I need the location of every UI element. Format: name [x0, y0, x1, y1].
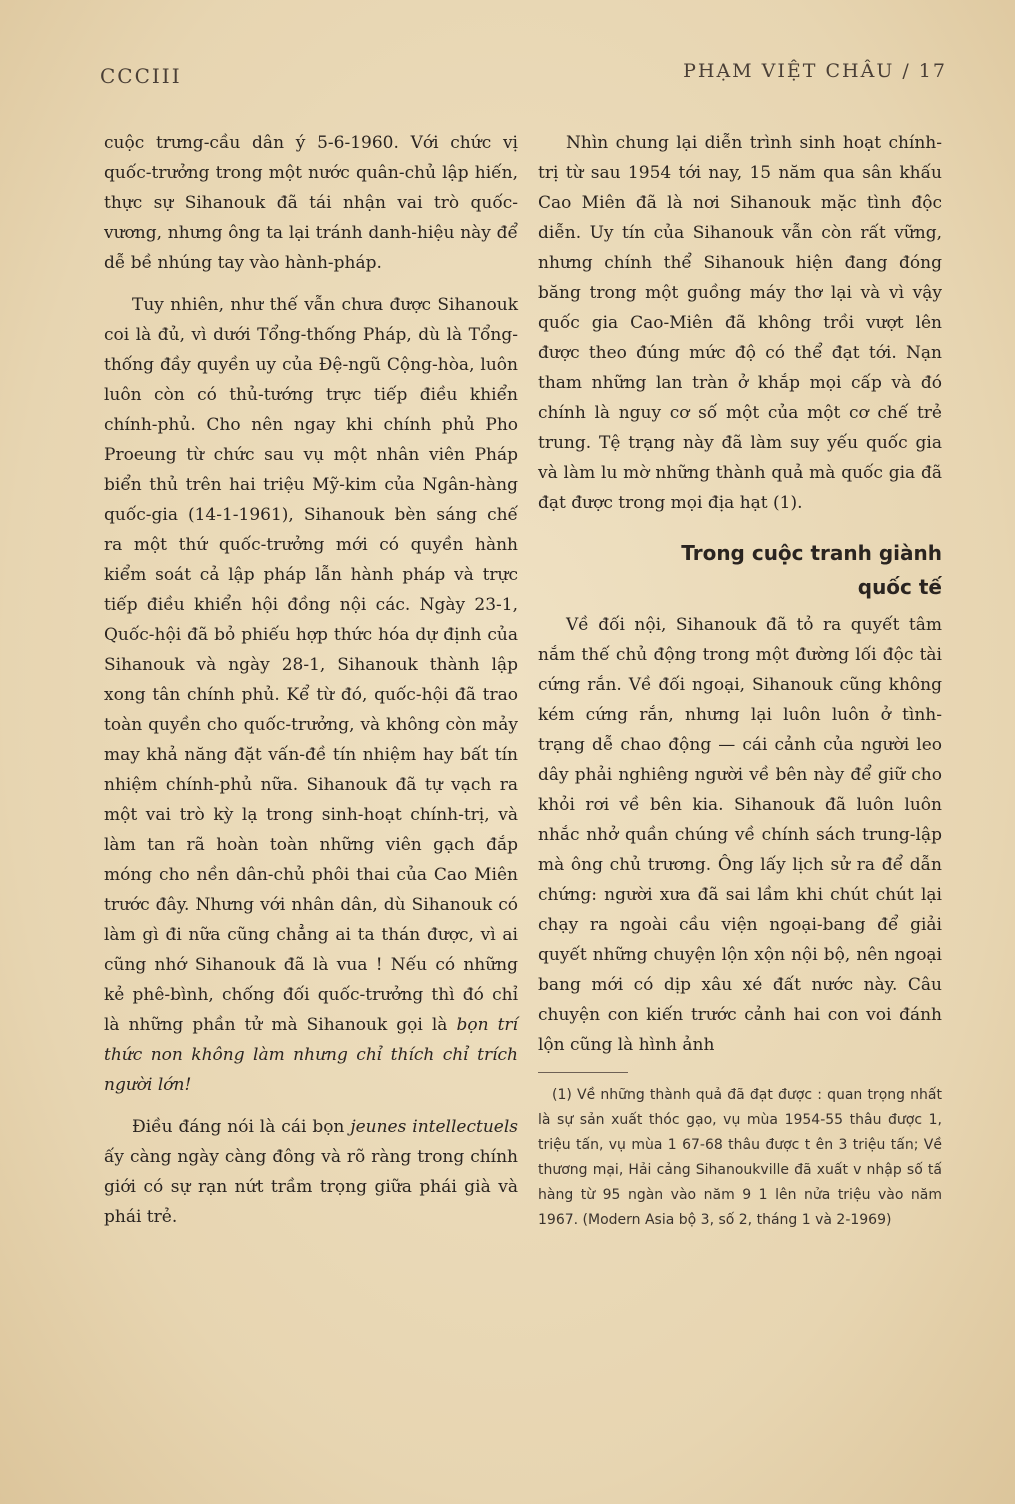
paragraph — [104, 290, 518, 1100]
paragraph — [104, 1112, 518, 1232]
footnote: (1) Về những thành quả đã đạt được : quan trọng nhất là sự sản xuất thóc gạo, vụ mùa 1954-55 thâu được 1, triệu tấn, vụ mùa 1 67-68 thâu được t ên 3 triệu tấn; Về thương mại, Hải cảng Sihanoukville đã xuất v nhập số tấ hàng từ 95 ngàn vào năm 9 1 lên nửa triệu vào năm 1967. (Modern Asia bộ 3, số 2, tháng 1 và 2-1969) — [538, 1087, 942, 1228]
header-author-page: PHẠM VIỆT CHÂU / 17 — [683, 60, 947, 82]
paragraph: Về đối nội, Sihanouk đã tỏ ra quyết tâm nắm thế chủ động trong một đường lối độc tài cứng rắn. Về đối ngoại, Sihanouk cũng không kém cứng rắn, nhưng lại luôn luôn ở tình-trạng dễ chao động — cái cảnh của người leo dây phải nghiêng người về bên này để giữ cho khỏi rơi về bên kia. Sihanouk đã luôn luôn nhắc nhở quần chúng về chính sách trung-lập mà ông chủ trương. Ông lấy lịch sử ra để dẫn chứng: người xưa đã sai lầm khi chút chút lại chạy ra ngoài cầu viện ngoại-bang để giải quyết những chuyện lộn xộn nội bộ, nên ngoại bang mới có dịp xâu xé đất nước này. Câu chuyện con kiến trước cảnh hai con voi đánh lộn cũng là hình ảnh — [538, 615, 942, 1055]
footnote-divider — [538, 1072, 628, 1073]
section-title-line: Trong cuộc tranh giành — [681, 541, 942, 565]
italic-quote: bọn trí thức non không làm nhưng chỉ thích chỉ trích người lớn! — [104, 1015, 518, 1095]
paragraph: cuộc trưng-cầu dân ý 5-6-1960. Với chức vị quốc-trưởng trong một nước quân-chủ lập hiến, thực sự Sihanouk đã tái nhận vai trò quốc-vương, nhưng ông ta lại tránh danh-hiệu này để dễ bề nhúng tay vào hành-pháp. — [104, 133, 518, 273]
paragraph-text: Tuy nhiên, như thế vẫn chưa được Sihanouk coi là đủ, vì dưới Tổng-thống Pháp, dù là Tổng-thống đầy quyền uy của Đệ-ngũ Cộng-hòa, luôn luôn còn có thủ-tướng trực tiếp điều khiển chính-phủ. Cho nên ngay khi chính phủ Pho Proeung từ chức sau vụ một nhân viên Pháp biển thủ trên hai triệu Mỹ-kim của Ngân-hàng quốc-gia (14-1-1961), Sihanouk bèn sáng chế ra một thứ quốc-trưởng mới có quyền hành kiểm soát cả lập pháp lẫn hành pháp và trực tiếp điều khiển hội đồng nội các. Ngày 23-1, Quốc-hội đã bỏ phiếu hợp thức hóa dự định của Sihanouk và ngày 28-1, Sihanouk thành lập xong tân chính phủ. Kể từ đó, quốc-hội đã trao toàn quyền cho quốc-trưởng, và không còn mảy may khả năng đặt vấn-đề tín nhiệm hay bất tín nhiệm chính-phủ nữa. Sihanouk đã tự vạch ra một vai trò kỳ lạ trong sinh-hoạt chính-trị, và làm tan rã hoàn toàn những viên gạch đắp móng cho nền dân-chủ phôi thai của Cao Miên trước đây. Nhưng với nhân dân, dù Sihanouk có làm gì đi nữa cũng chẳng ai ta thán được, vì ai cũng nhớ Sihanouk đã là vua ! Nếu có những kẻ phê-bình, chống đối quốc-trưởng thì đó chỉ là những phần tử mà Sihanouk gọi là — [104, 295, 518, 1035]
paragraph-text: ấy càng ngày càng đông và rõ ràng trong chính giới có sự rạn nứt trầm trọng giữa phái già và phái trẻ. — [104, 1147, 518, 1227]
paragraph-text: Điều đáng nói là cái bọn — [132, 1117, 345, 1137]
left-column — [104, 128, 518, 1244]
italic-term: jeunes intellectuels — [350, 1117, 519, 1137]
right-column — [538, 128, 942, 1233]
paragraph: Nhìn chung lại diễn trình sinh hoạt chính-trị từ sau 1954 tới nay, 15 năm qua sân khấu Cao Miên đã là nơi Sihanouk mặc tình độc diễn. Uy tín của Sihanouk vẫn còn rất vững, nhưng chính thể Sihanouk hiện đang đóng băng trong một guồng máy thơ lại và vì vậy quốc gia Cao-Miên đã không trồi vượt lên được theo đúng mức độ có thể đạt tới. Nạn tham những lan tràn ở khắp mọi cấp và đó chính là nguy cơ số một của một cơ chế trẻ trung. Tệ trạng này đã làm suy yếu quốc gia và làm lu mờ những thành quả mà quốc gia đã đạt được trong mọi địa hạt (1). — [538, 133, 942, 513]
header-section-label: CCCIII — [100, 64, 182, 88]
section-title — [538, 536, 942, 604]
section-title-line: quốc tế — [857, 575, 942, 599]
